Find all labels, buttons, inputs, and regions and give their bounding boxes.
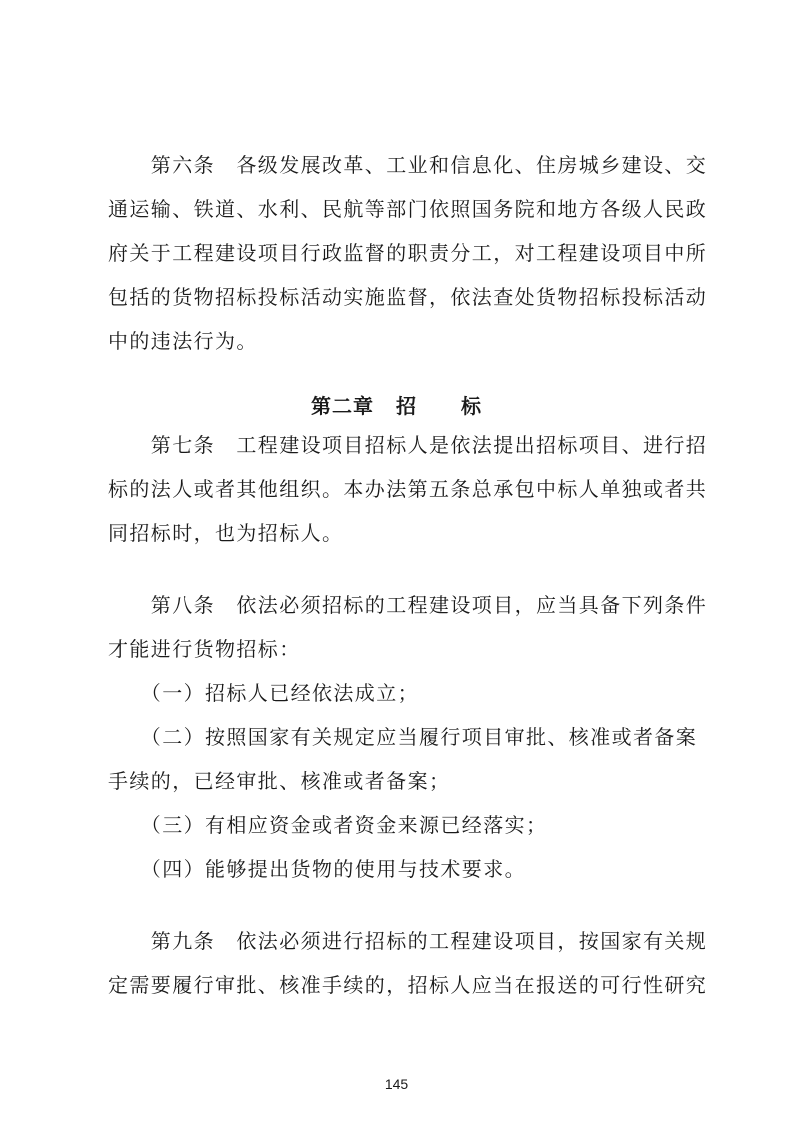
- text-line: 通运输、铁道、水利、民航等部门依照国务院和地方各级人民政: [108, 197, 708, 221]
- chapter-title-char: 招: [396, 394, 417, 418]
- chapter-label: 第二章: [311, 394, 374, 418]
- text-line: 包括的货物招标投标活动实施监督，依法查处货物招标投标活动: [108, 285, 708, 309]
- chapter-heading: [0, 391, 793, 421]
- text-line: 府关于工程建设项目行政监督的职责分工，对工程建设项目中所: [108, 241, 708, 265]
- text-line: 同招标时，也为招标人。: [108, 521, 344, 545]
- chapter-title-char: 标: [461, 394, 482, 418]
- text-line: 第八条 依法必须招标的工程建设项目，应当具备下列条件: [108, 593, 708, 617]
- text-line: （二）按照国家有关规定应当履行项目审批、核准或者备案: [108, 725, 698, 749]
- text-line: 第九条 依法必须进行招标的工程建设项目，按国家有关规: [108, 929, 708, 953]
- text-line: 标的法人或者其他组织。本办法第五条总承包中标人单独或者共: [108, 477, 708, 501]
- text-line: （一）招标人已经依法成立；: [108, 681, 419, 705]
- text-line: 手续的，已经审批、核准或者备案；: [108, 769, 451, 793]
- text-line: 第七条 工程建设项目招标人是依法提出招标项目、进行招: [108, 433, 708, 457]
- text-line: 第六条 各级发展改革、工业和信息化、住房城乡建设、交: [108, 153, 708, 177]
- page-number: 145: [384, 1076, 409, 1092]
- text-line: （三）有相应资金或者资金来源已经落实；: [108, 813, 548, 837]
- text-line: （四）能够提出货物的使用与技术要求。: [108, 857, 526, 881]
- text-line: 才能进行货物招标：: [108, 637, 301, 661]
- text-line: 中的违法行为。: [108, 329, 258, 353]
- text-line: 定需要履行审批、核准手续的，招标人应当在报送的可行性研究: [108, 973, 708, 997]
